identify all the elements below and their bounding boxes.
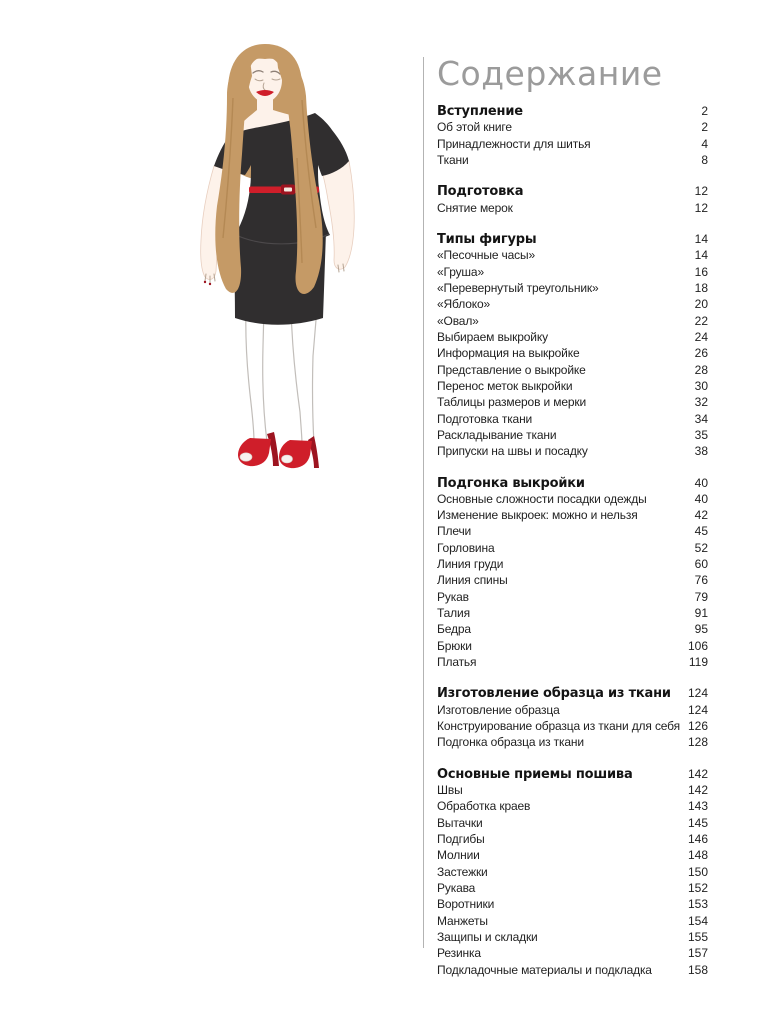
toc-entry-label: Конструирование образца из ткани для себя [437, 719, 680, 734]
toc-section [437, 766, 708, 978]
toc-entry-row [437, 572, 708, 588]
toc-page-number: 24 [694, 329, 708, 344]
right-peep-toe [282, 455, 293, 463]
toc-entry-label: Принадлежности для шитья [437, 136, 591, 151]
toc-page-number: 14 [694, 231, 708, 246]
toc-entry-label: Швы [437, 783, 463, 798]
toc-entry-row [437, 523, 708, 539]
toc-entry-row [437, 831, 708, 847]
toc-sections [437, 103, 708, 978]
toc-page-number: 16 [694, 264, 708, 279]
toc-entry-row [437, 280, 708, 296]
left-leg [246, 308, 267, 442]
toc-page-number: 2 [701, 103, 708, 118]
toc-entry-label: Основные сложности посадки одежды [437, 491, 647, 506]
vertical-divider [423, 57, 424, 948]
toc-section-header-row [437, 685, 708, 701]
toc-entry-row [437, 540, 708, 556]
toc-entry-row [437, 313, 708, 329]
toc-page-number: 40 [694, 475, 708, 490]
toc-entry-row [437, 427, 708, 443]
toc-entry-label: Горловина [437, 540, 495, 555]
toc-entry-label: Подкладочные материалы и подкладка [437, 962, 652, 977]
toc-page-number: 20 [694, 297, 708, 312]
toc-entry-row [437, 718, 708, 734]
toc-entry-row [437, 507, 708, 523]
toc-entry-label: Застежки [437, 864, 488, 879]
toc-entry-label: «Яблоко» [437, 297, 491, 312]
toc-entry-row [437, 411, 708, 427]
toc-page-number: 22 [694, 313, 708, 328]
toc-page-number: 2 [701, 120, 708, 135]
toc-entry-row [437, 152, 708, 168]
toc-entry-row [437, 782, 708, 798]
toc-entry-row [437, 621, 708, 637]
toc-page-number: 157 [687, 946, 708, 961]
toc-entry-label: Бедра [437, 622, 471, 637]
toc-entry-row [437, 329, 708, 345]
toc-entry-label: Талия [437, 606, 470, 621]
toc-page-number: 146 [687, 832, 708, 847]
toc-entry-row [437, 119, 708, 135]
toc-page-number: 143 [687, 799, 708, 814]
toc-entry-label: Плечи [437, 524, 472, 539]
toc-section-title: Основные приемы пошива [437, 766, 633, 782]
toc-entry-label: «Песочные часы» [437, 248, 536, 263]
toc-entry-label: Информация на выкройке [437, 346, 580, 361]
toc-page-number: 154 [687, 913, 708, 928]
toc-page-number: 106 [687, 638, 708, 653]
nail-polish-dot [204, 281, 206, 283]
toc-entry-label: Рукав [437, 589, 469, 604]
toc-page-number: 45 [694, 524, 708, 539]
toc-entry-row [437, 913, 708, 929]
toc-entry-label: Манжеты [437, 913, 488, 928]
toc-page-number: 32 [694, 395, 708, 410]
toc-entry-label: «Груша» [437, 264, 484, 279]
toc-entry-label: Снятие мерок [437, 200, 513, 215]
toc-section-header-row [437, 475, 708, 491]
toc-entry-row [437, 589, 708, 605]
toc-page-number: 18 [694, 280, 708, 295]
toc-page-number: 126 [687, 719, 708, 734]
toc-page-number: 34 [694, 411, 708, 426]
right-leg [291, 308, 317, 444]
toc-entry-row [437, 896, 708, 912]
toc-page-number: 142 [687, 783, 708, 798]
nail-polish-dot [209, 283, 211, 285]
toc-section-header-row [437, 766, 708, 782]
toc-section [437, 685, 708, 750]
toc-page-number: 153 [687, 897, 708, 912]
toc-entry-label: Брюки [437, 638, 472, 653]
toc-entry-label: Защипы и складки [437, 930, 538, 945]
page-title: Содержание [437, 54, 663, 93]
toc-entry-label: Подгонка образца из ткани [437, 735, 584, 750]
toc-entry-label: Ткани [437, 152, 469, 167]
toc-section-header-row [437, 183, 708, 199]
toc-section-title: Изготовление образца из ткани [437, 686, 671, 702]
toc-page-number: 42 [694, 508, 708, 523]
toc-entry-label: Резинка [437, 946, 481, 961]
toc-entry-row [437, 556, 708, 572]
toc-page-number: 76 [694, 573, 708, 588]
toc-entry-row [437, 734, 708, 750]
toc-entry-label: Линия груди [437, 557, 504, 572]
toc-entry-label: «Овал» [437, 313, 479, 328]
toc-page-number: 60 [694, 557, 708, 572]
toc-entry-label: Подгибы [437, 832, 485, 847]
toc-page-number: 95 [694, 622, 708, 637]
toc-entry-row [437, 638, 708, 654]
toc-page-number: 124 [687, 702, 708, 717]
toc-page-number: 30 [694, 378, 708, 393]
toc-section [437, 183, 708, 216]
belt-buckle-core [284, 188, 292, 192]
toc-entry-row [437, 136, 708, 152]
toc-entry-label: Платья [437, 655, 477, 670]
toc-entry-row [437, 929, 708, 945]
toc-page-number: 91 [694, 606, 708, 621]
toc-page-number: 152 [687, 881, 708, 896]
toc-page-number: 150 [687, 864, 708, 879]
toc-entry-label: Перенос меток выкройки [437, 378, 573, 393]
toc-page-number: 145 [687, 815, 708, 830]
toc-page-number: 28 [694, 362, 708, 377]
toc-page-number: 26 [694, 346, 708, 361]
toc-entry-row [437, 264, 708, 280]
toc-page-number: 38 [694, 444, 708, 459]
toc-entry-label: Линия спины [437, 573, 508, 588]
toc-page-number: 119 [688, 655, 708, 670]
toc-page-number: 12 [694, 200, 708, 215]
toc-section [437, 475, 708, 671]
toc-entry-row [437, 443, 708, 459]
toc-entry-row [437, 864, 708, 880]
toc-page-number: 12 [694, 184, 708, 199]
toc-entry-label: Изготовление образца [437, 702, 560, 717]
right-shoe [279, 440, 312, 468]
toc-entry-label: Обработка краев [437, 799, 531, 814]
toc-section-title: Типы фигуры [437, 231, 537, 247]
toc-entry-label: «Перевернутый треугольник» [437, 280, 599, 295]
toc-entry-row [437, 654, 708, 670]
toc-entry-label: Подготовка ткани [437, 411, 533, 426]
toc-entry-row [437, 378, 708, 394]
toc-entry-row [437, 880, 708, 896]
toc-entry-row [437, 491, 708, 507]
table-of-contents [437, 55, 708, 978]
toc-entry-row [437, 702, 708, 718]
toc-entry-label: Припуски на швы и посадку [437, 444, 588, 459]
toc-entry-label: Рукава [437, 881, 476, 896]
woman-sketch [150, 38, 410, 478]
toc-entry-row [437, 296, 708, 312]
toc-page-number: 155 [687, 930, 708, 945]
toc-page-number: 35 [694, 427, 708, 442]
fashion-figure-illustration [150, 38, 410, 478]
toc-entry-label: Представление о выкройке [437, 362, 586, 377]
toc-entry-row [437, 247, 708, 263]
toc-page-number: 40 [694, 491, 708, 506]
toc-page-number: 8 [701, 152, 708, 167]
toc-page-number: 124 [687, 686, 708, 701]
toc-entry-row [437, 362, 708, 378]
toc-page-number: 79 [694, 589, 708, 604]
toc-page-number: 142 [687, 766, 708, 781]
toc-entry-label: Изменение выкроек: можно и нельзя [437, 508, 638, 523]
toc-section-header-row [437, 103, 708, 119]
toc-section-header-row [437, 231, 708, 247]
left-shoe [238, 438, 271, 466]
toc-entry-label: Молнии [437, 848, 480, 863]
toc-entry-label: Воротники [437, 897, 495, 912]
toc-entry-label: Раскладывание ткани [437, 427, 557, 442]
toc-section [437, 231, 708, 460]
toc-section-title: Подгонка выкройки [437, 475, 585, 491]
toc-page-number: 158 [687, 962, 708, 977]
toc-entry-label: Таблицы размеров и мерки [437, 395, 587, 410]
toc-entry-row [437, 815, 708, 831]
toc-section-title: Вступление [437, 103, 523, 119]
toc-entry-row [437, 847, 708, 863]
toc-page-number: 52 [694, 540, 708, 555]
toc-entry-row [437, 345, 708, 361]
toc-entry-row [437, 945, 708, 961]
toc-entry-label: Вытачки [437, 815, 483, 830]
toc-page-number: 148 [687, 848, 708, 863]
toc-entry-row [437, 962, 708, 978]
toc-entry-row [437, 605, 708, 621]
toc-page-number: 14 [694, 248, 708, 263]
toc-entry-label: Об этой книге [437, 120, 512, 135]
toc-entry-label: Выбираем выкройку [437, 329, 548, 344]
toc-section-title: Подготовка [437, 184, 524, 200]
toc-page-number: 4 [701, 136, 708, 151]
toc-entry-row [437, 394, 708, 410]
toc-section [437, 103, 708, 168]
left-peep-toe [240, 453, 252, 461]
right-arm [322, 161, 354, 269]
toc-page-number: 128 [687, 735, 708, 750]
toc-entry-row [437, 200, 708, 216]
toc-entry-row [437, 798, 708, 814]
